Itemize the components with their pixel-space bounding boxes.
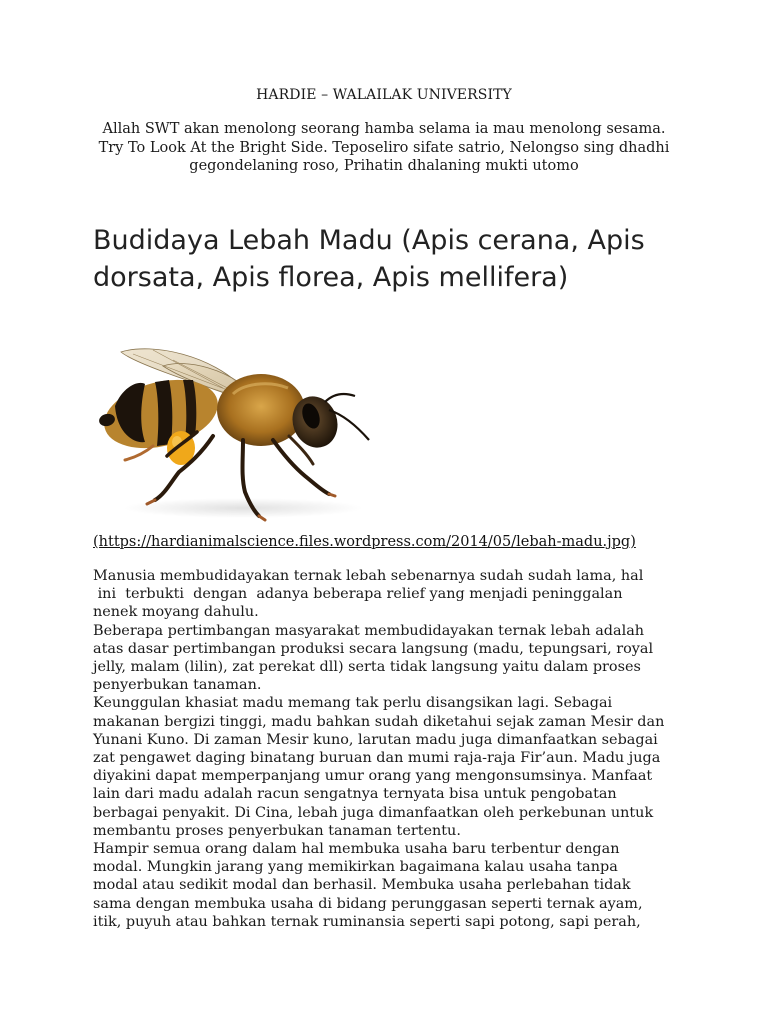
body-line: modal atau sedikit modal dan berhasil. Membuka usaha perlebahan tidak <box>93 877 631 894</box>
body-line: jelly, malam (lilin), zat perekat dll) serta tidak langsung yaitu dalam proses <box>93 659 641 676</box>
body-line: Keunggulan khasiat madu memang tak perlu disangsikan lagi. Sebagai <box>93 695 613 712</box>
article-body <box>93 567 693 931</box>
body-line: Yunani Kuno. Di zaman Mesir kuno, larutan madu juga dimanfaatkan sebagai <box>93 731 658 748</box>
image-source-link[interactable]: (https://hardianimalscience.files.wordpress.com/2014/05/lebah-madu.jpg) <box>93 534 636 550</box>
article-title <box>93 222 733 296</box>
body-line: zat pengawet daging binatang buruan dan mumi raja-raja Fir’aun. Madu juga <box>93 750 661 767</box>
body-line: sama dengan membuka usaha di bidang perunggasan seperti ternak ayam, <box>93 895 643 912</box>
body-line: atas dasar pertimbangan produksi secara langsung (madu, tepungsari, royal <box>93 640 654 657</box>
body-line: Hampir semua orang dalam hal membuka usaha baru terbentur dengan <box>93 841 620 858</box>
body-line: nenek moyang dahulu. <box>93 604 259 621</box>
motto-line: Allah SWT akan menolong seorang hamba selama ia mau menolong sesama. <box>102 121 666 137</box>
body-line: berbagai penyakit. Di Cina, lebah juga dimanfaatkan oleh perkebunan untuk <box>93 804 654 821</box>
body-line: Beberapa pertimbangan masyarakat membudidayakan ternak lebah adalah <box>93 622 645 639</box>
honeybee-icon <box>93 336 383 522</box>
body-line: lain dari madu adalah racun sengatnya ternyata bisa untuk pengobatan <box>93 786 617 803</box>
article-title-line: Budidaya Lebah Madu (Apis cerana, Apis <box>93 225 645 256</box>
body-line: modal. Mungkin jarang yang memikirkan bagaimana kalau usaha tanpa <box>93 859 618 876</box>
honeybee-photo <box>93 336 383 522</box>
article-title-line: dorsata, Apis florea, Apis mellifera) <box>93 262 569 293</box>
body-line: membantu proses penyerbukan tanaman tertentu. <box>93 822 461 839</box>
motto-line: gegondelaning roso, Prihatin dhalaning mukti utomo <box>189 158 579 174</box>
motto-line: Try To Look At the Bright Side. Teposeliro sifate satrio, Nelongso sing dhadhi <box>98 139 670 156</box>
motto-block <box>0 120 768 176</box>
body-line: diyakini dapat memperpanjang umur orang yang mengonsumsinya. Manfaat <box>93 768 653 785</box>
page-header: HARDIE – WALAILAK UNIVERSITY <box>256 87 512 103</box>
body-line: itik, puyuh atau bahkan ternak ruminansia seperti sapi potong, sapi perah, <box>93 913 641 930</box>
body-line: Manusia membudidayakan ternak lebah sebenarnya sudah sudah lama, hal <box>93 568 644 584</box>
body-line: ini terbukti dengan adanya beberapa relief yang menjadi peninggalan <box>93 586 623 603</box>
body-line: makanan bergizi tinggi, madu bahkan sudah diketahui sejak zaman Mesir dan <box>93 713 665 730</box>
body-line: penyerbukan tanaman. <box>93 677 262 694</box>
